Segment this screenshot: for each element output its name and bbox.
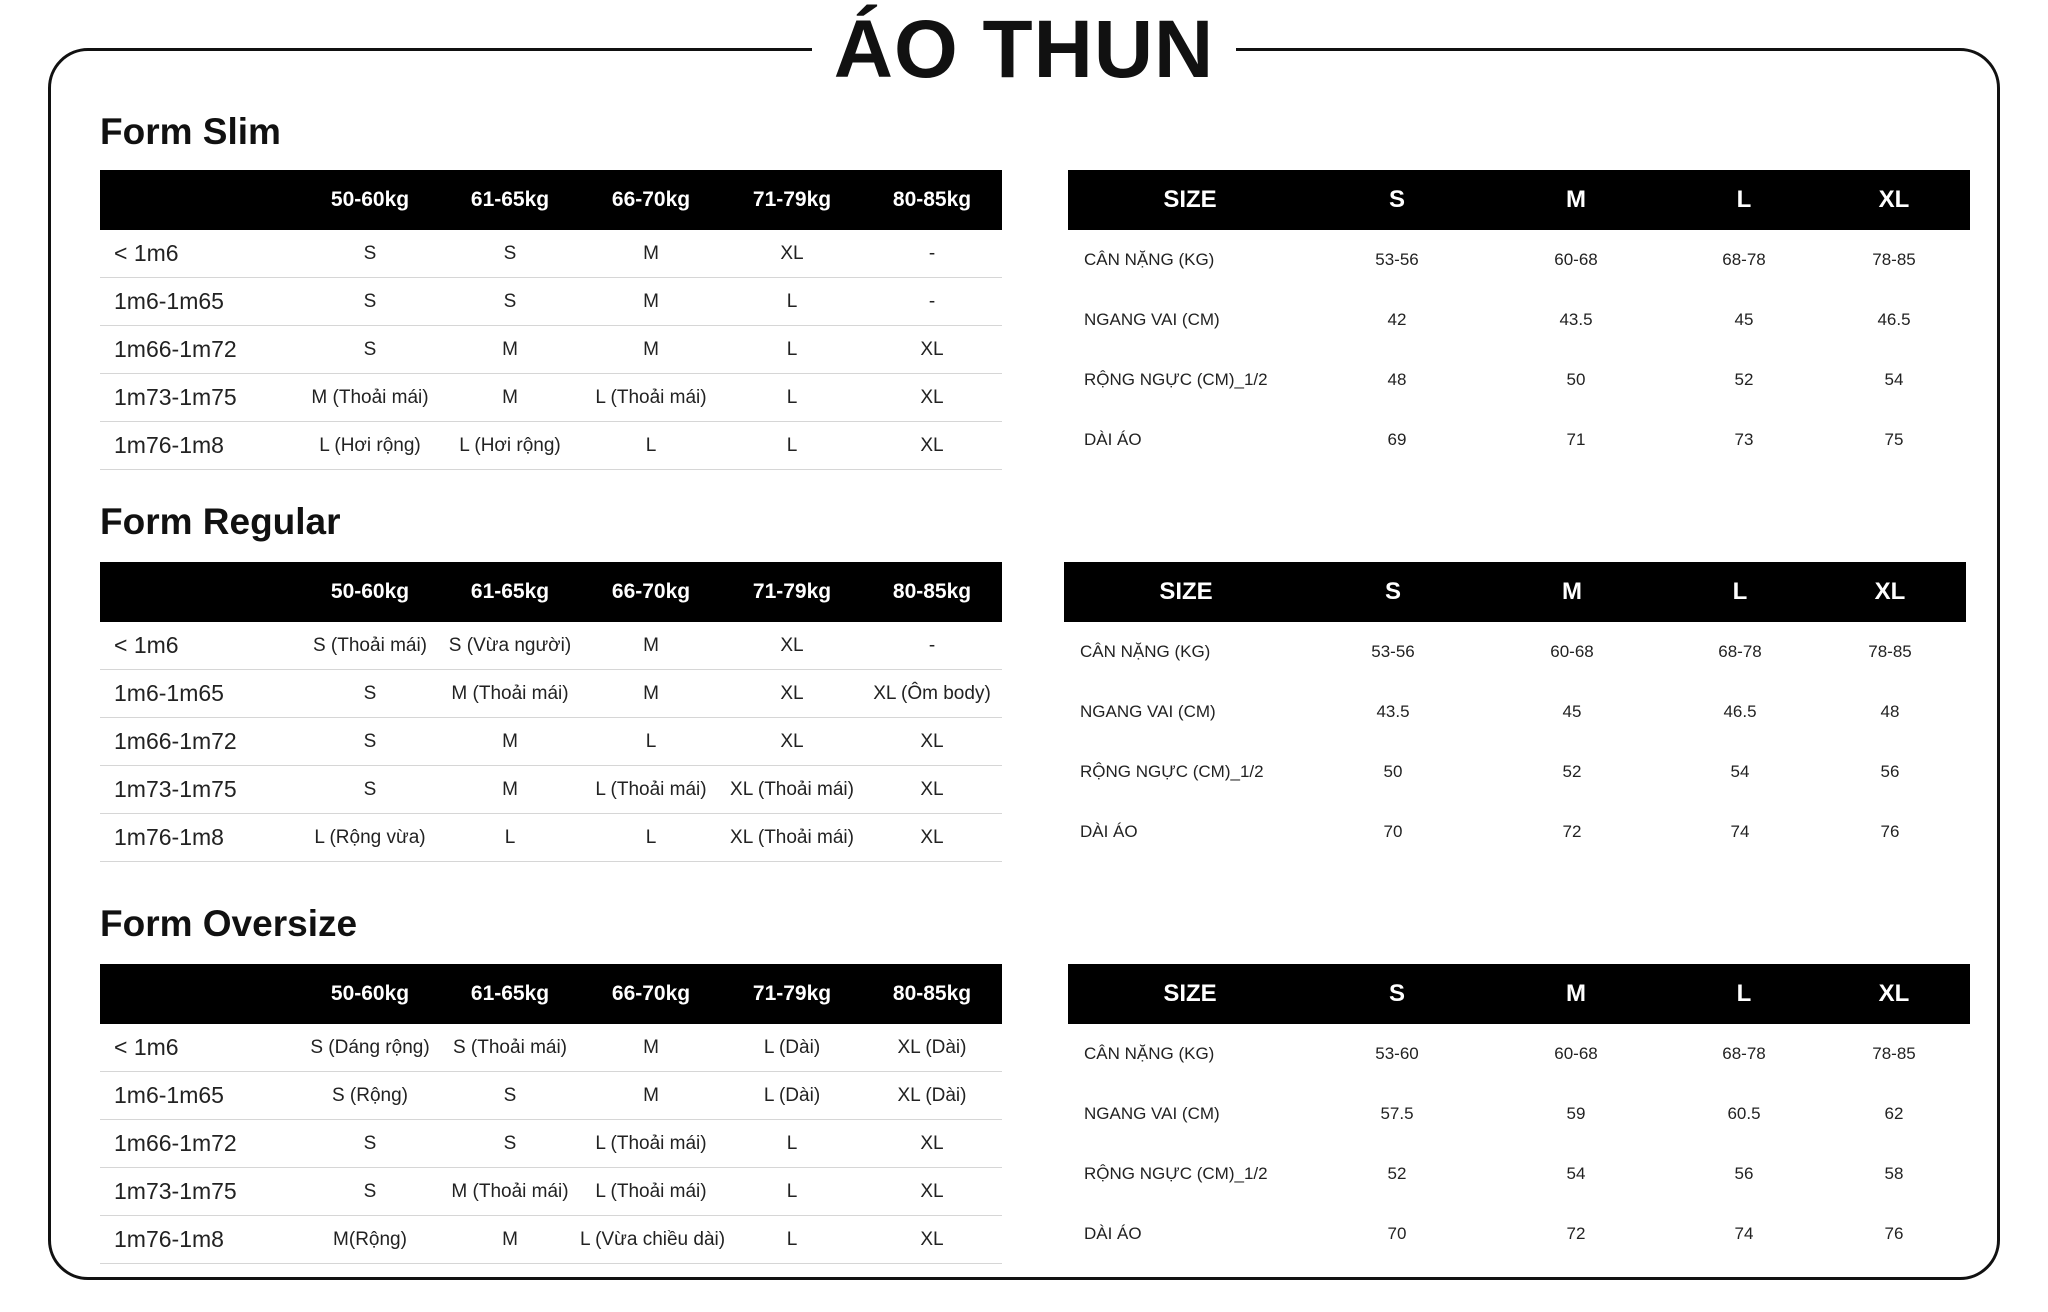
table-row bbox=[100, 1120, 1002, 1168]
table-cell: XL bbox=[862, 718, 1002, 766]
header-cell: 61-65kg bbox=[440, 964, 580, 1024]
measure-label: DÀI ÁO bbox=[1084, 1224, 1142, 1243]
measure-label: CÂN NẶNG (KG) bbox=[1084, 1044, 1215, 1063]
table-cell: 60-68 bbox=[1554, 250, 1598, 269]
header-cell: 66-70kg bbox=[580, 562, 722, 622]
table-cell: 75 bbox=[1884, 430, 1904, 449]
table-cell: M bbox=[580, 326, 722, 374]
table-cell: XL bbox=[862, 326, 1002, 374]
table-cell: M(Rộng) bbox=[300, 1216, 440, 1264]
header-cell: L bbox=[1670, 964, 1818, 1024]
table-cell: XL (Thoải mái) bbox=[722, 766, 862, 814]
height-label: 1m76-1m8 bbox=[100, 1216, 300, 1264]
table-cell: 45 bbox=[1562, 702, 1582, 721]
table-cell: 76 bbox=[1880, 822, 1900, 841]
table-cell: M (Thoải mái) bbox=[440, 670, 580, 718]
table-cell: - bbox=[862, 278, 1002, 326]
table-cell: S bbox=[440, 278, 580, 326]
height-label: < 1m6 bbox=[100, 230, 300, 278]
height-label: 1m76-1m8 bbox=[100, 814, 300, 862]
table-cell: 54 bbox=[1730, 762, 1750, 781]
table-cell: S bbox=[300, 1120, 440, 1168]
table-cell: 59 bbox=[1566, 1104, 1586, 1123]
table-cell: S (Thoải mái) bbox=[440, 1024, 580, 1072]
header-cell bbox=[100, 964, 300, 1024]
table-cell: XL bbox=[862, 422, 1002, 470]
header-cell: XL bbox=[1818, 964, 1970, 1024]
header-cell: L bbox=[1666, 562, 1814, 622]
table-cell: L (Thoải mái) bbox=[580, 1120, 722, 1168]
table-cell: 50 bbox=[1566, 370, 1586, 389]
table-row bbox=[1068, 350, 1970, 410]
table-cell: XL bbox=[722, 718, 862, 766]
table-cell: 53-60 bbox=[1375, 1044, 1419, 1063]
measure-label: NGANG VAI (CM) bbox=[1080, 702, 1216, 721]
table-cell: 69 bbox=[1387, 430, 1407, 449]
height-label: 1m6-1m65 bbox=[100, 670, 300, 718]
table-cell: - bbox=[862, 622, 1002, 670]
table-cell: - bbox=[862, 230, 1002, 278]
measure-label: CÂN NẶNG (KG) bbox=[1084, 250, 1215, 269]
measure-label: NGANG VAI (CM) bbox=[1084, 310, 1220, 329]
header-cell: 80-85kg bbox=[862, 170, 1002, 230]
table-row bbox=[1064, 742, 1966, 802]
table-row bbox=[100, 1072, 1002, 1120]
table-row bbox=[100, 1216, 1002, 1264]
header-cell: S bbox=[1312, 170, 1482, 230]
table-cell: XL bbox=[862, 374, 1002, 422]
header-cell: L bbox=[1670, 170, 1818, 230]
table-row bbox=[1064, 622, 1966, 682]
height-label: 1m66-1m72 bbox=[100, 718, 300, 766]
table-cell: 45 bbox=[1734, 310, 1754, 329]
header-cell: 66-70kg bbox=[580, 964, 722, 1024]
table-cell: 78-85 bbox=[1868, 642, 1912, 661]
height-label: 1m73-1m75 bbox=[100, 374, 300, 422]
table-cell: S bbox=[300, 1168, 440, 1216]
table-cell: M bbox=[440, 718, 580, 766]
table-cell: L bbox=[722, 278, 862, 326]
header-cell: 50-60kg bbox=[300, 562, 440, 622]
table-row bbox=[1064, 802, 1966, 862]
table-cell: L (Hơi rộng) bbox=[300, 422, 440, 470]
weight-table-header bbox=[100, 170, 1002, 230]
header-cell: 80-85kg bbox=[862, 964, 1002, 1024]
table-cell: 68-78 bbox=[1722, 1044, 1766, 1063]
size-table-header bbox=[1068, 170, 1970, 230]
table-cell: 42 bbox=[1387, 310, 1407, 329]
table-cell: 46.5 bbox=[1877, 310, 1911, 329]
table-cell: M bbox=[440, 1216, 580, 1264]
table-row bbox=[100, 422, 1002, 470]
table-cell: XL bbox=[722, 230, 862, 278]
table-cell: L (Thoải mái) bbox=[580, 1168, 722, 1216]
table-cell: XL bbox=[862, 1216, 1002, 1264]
table-cell: L (Rộng vừa) bbox=[300, 814, 440, 862]
table-cell: L bbox=[722, 1168, 862, 1216]
table-cell: 74 bbox=[1734, 1224, 1754, 1243]
table-cell: 68-78 bbox=[1718, 642, 1762, 661]
table-cell: S (Thoải mái) bbox=[300, 622, 440, 670]
measure-label: DÀI ÁO bbox=[1084, 430, 1142, 449]
table-cell: M bbox=[580, 1024, 722, 1072]
table-cell: L (Thoải mái) bbox=[580, 766, 722, 814]
header-cell: 80-85kg bbox=[862, 562, 1002, 622]
table-cell: L bbox=[580, 718, 722, 766]
table-cell: L bbox=[722, 1120, 862, 1168]
table-cell: S bbox=[300, 670, 440, 718]
table-row bbox=[100, 718, 1002, 766]
table-cell: S bbox=[300, 766, 440, 814]
header-cell: 71-79kg bbox=[722, 170, 862, 230]
table-row bbox=[100, 1168, 1002, 1216]
table-cell: 56 bbox=[1734, 1164, 1754, 1183]
table-row bbox=[100, 1024, 1002, 1072]
header-cell: 71-79kg bbox=[722, 964, 862, 1024]
table-cell: 48 bbox=[1387, 370, 1407, 389]
table-cell: M bbox=[580, 670, 722, 718]
page-title: ÁO THUN bbox=[812, 4, 1237, 96]
size-table-slim bbox=[1068, 170, 1970, 470]
page-title-wrap bbox=[0, 4, 2048, 96]
table-cell: 43.5 bbox=[1559, 310, 1593, 329]
table-cell: M bbox=[580, 1072, 722, 1120]
table-row bbox=[100, 814, 1002, 862]
header-cell: 50-60kg bbox=[300, 964, 440, 1024]
height-label: 1m73-1m75 bbox=[100, 1168, 300, 1216]
table-cell: XL (Dài) bbox=[862, 1072, 1002, 1120]
height-label: 1m66-1m72 bbox=[100, 326, 300, 374]
table-cell: M (Thoải mái) bbox=[300, 374, 440, 422]
height-label: 1m6-1m65 bbox=[100, 278, 300, 326]
table-cell: M bbox=[580, 278, 722, 326]
table-cell: L bbox=[722, 326, 862, 374]
table-cell: 56 bbox=[1880, 762, 1900, 781]
table-cell: XL bbox=[862, 766, 1002, 814]
table-cell: 53-56 bbox=[1371, 642, 1415, 661]
table-row bbox=[1068, 230, 1970, 290]
table-cell: M bbox=[440, 374, 580, 422]
header-cell: SIZE bbox=[1068, 170, 1312, 230]
header-cell: 61-65kg bbox=[440, 562, 580, 622]
table-cell: 71 bbox=[1566, 430, 1586, 449]
table-cell: XL (Ôm body) bbox=[862, 670, 1002, 718]
table-cell: 52 bbox=[1734, 370, 1754, 389]
table-cell: L bbox=[580, 814, 722, 862]
height-label: 1m66-1m72 bbox=[100, 1120, 300, 1168]
header-cell: 71-79kg bbox=[722, 562, 862, 622]
table-cell: 52 bbox=[1562, 762, 1582, 781]
measure-label: RỘNG NGỰC (CM)_1/2 bbox=[1080, 762, 1264, 781]
table-row bbox=[1068, 1024, 1970, 1084]
measure-label: RỘNG NGỰC (CM)_1/2 bbox=[1084, 1164, 1268, 1183]
header-cell: SIZE bbox=[1064, 562, 1308, 622]
header-cell: 50-60kg bbox=[300, 170, 440, 230]
table-cell: M bbox=[440, 766, 580, 814]
table-cell: 72 bbox=[1562, 822, 1582, 841]
table-row bbox=[100, 278, 1002, 326]
height-label: < 1m6 bbox=[100, 622, 300, 670]
height-label: 1m76-1m8 bbox=[100, 422, 300, 470]
table-cell: S bbox=[440, 230, 580, 278]
table-cell: 76 bbox=[1884, 1224, 1904, 1243]
table-cell: L bbox=[722, 1216, 862, 1264]
table-cell: 53-56 bbox=[1375, 250, 1419, 269]
table-cell: S (Rộng) bbox=[300, 1072, 440, 1120]
table-row bbox=[100, 374, 1002, 422]
table-cell: 60-68 bbox=[1550, 642, 1594, 661]
table-cell: M (Thoải mái) bbox=[440, 1168, 580, 1216]
header-cell: 61-65kg bbox=[440, 170, 580, 230]
table-row bbox=[100, 230, 1002, 278]
table-cell: M bbox=[580, 622, 722, 670]
header-cell: S bbox=[1312, 964, 1482, 1024]
table-cell: 57.5 bbox=[1380, 1104, 1414, 1123]
table-row bbox=[1068, 1204, 1970, 1264]
table-cell: 60-68 bbox=[1554, 1044, 1598, 1063]
table-cell: M bbox=[440, 326, 580, 374]
table-row bbox=[100, 670, 1002, 718]
table-cell: L (Vừa chiều dài) bbox=[580, 1216, 722, 1264]
table-cell: L bbox=[722, 374, 862, 422]
weight-table-oversize bbox=[100, 964, 1002, 1264]
section-title-slim: Form Slim bbox=[100, 111, 281, 152]
table-cell: 54 bbox=[1566, 1164, 1586, 1183]
table-cell: XL bbox=[722, 622, 862, 670]
table-cell: 50 bbox=[1383, 762, 1403, 781]
table-row bbox=[100, 622, 1002, 670]
table-cell: S bbox=[440, 1120, 580, 1168]
table-cell: 43.5 bbox=[1376, 702, 1410, 721]
size-table-regular bbox=[1064, 562, 1966, 862]
table-row bbox=[1068, 1144, 1970, 1204]
weight-table-header bbox=[100, 562, 1002, 622]
header-cell: SIZE bbox=[1068, 964, 1312, 1024]
header-cell: XL bbox=[1814, 562, 1966, 622]
height-label: 1m6-1m65 bbox=[100, 1072, 300, 1120]
weight-table-regular bbox=[100, 562, 1002, 862]
table-cell: 78-85 bbox=[1872, 250, 1916, 269]
table-row bbox=[1068, 410, 1970, 470]
table-row bbox=[1064, 682, 1966, 742]
table-row bbox=[100, 326, 1002, 374]
table-cell: M bbox=[580, 230, 722, 278]
weight-table-header bbox=[100, 964, 1002, 1024]
height-label: < 1m6 bbox=[100, 1024, 300, 1072]
size-table-header bbox=[1068, 964, 1970, 1024]
table-cell: S bbox=[300, 326, 440, 374]
table-cell: 54 bbox=[1884, 370, 1904, 389]
table-cell: XL (Dài) bbox=[862, 1024, 1002, 1072]
header-cell: M bbox=[1482, 964, 1670, 1024]
table-cell: XL bbox=[862, 1168, 1002, 1216]
height-label: 1m73-1m75 bbox=[100, 766, 300, 814]
table-row bbox=[1068, 290, 1970, 350]
header-cell bbox=[100, 562, 300, 622]
table-cell: 68-78 bbox=[1722, 250, 1766, 269]
table-cell: 62 bbox=[1884, 1104, 1904, 1123]
measure-label: RỘNG NGỰC (CM)_1/2 bbox=[1084, 370, 1268, 389]
table-cell: L (Thoải mái) bbox=[580, 374, 722, 422]
table-cell: 46.5 bbox=[1723, 702, 1757, 721]
table-cell: L (Hơi rộng) bbox=[440, 422, 580, 470]
header-cell: M bbox=[1478, 562, 1666, 622]
table-cell: S bbox=[300, 718, 440, 766]
table-cell: 73 bbox=[1734, 430, 1754, 449]
table-row bbox=[1068, 1084, 1970, 1144]
table-cell: L bbox=[580, 422, 722, 470]
table-cell: S bbox=[440, 1072, 580, 1120]
header-cell: 66-70kg bbox=[580, 170, 722, 230]
table-cell: 78-85 bbox=[1872, 1044, 1916, 1063]
weight-table-slim bbox=[100, 170, 1002, 470]
table-cell: 72 bbox=[1566, 1224, 1586, 1243]
table-cell: L (Dài) bbox=[722, 1072, 862, 1120]
section-title-oversize: Form Oversize bbox=[100, 903, 358, 944]
size-table-header bbox=[1064, 562, 1966, 622]
table-cell: S bbox=[300, 278, 440, 326]
table-cell: L bbox=[440, 814, 580, 862]
table-cell: 58 bbox=[1884, 1164, 1904, 1183]
measure-label: NGANG VAI (CM) bbox=[1084, 1104, 1220, 1123]
measure-label: CÂN NẶNG (KG) bbox=[1080, 642, 1211, 661]
table-cell: 48 bbox=[1880, 702, 1900, 721]
table-cell: XL (Thoải mái) bbox=[722, 814, 862, 862]
measure-label: DÀI ÁO bbox=[1080, 822, 1138, 841]
table-cell: L bbox=[722, 422, 862, 470]
table-cell: XL bbox=[862, 814, 1002, 862]
table-cell: S bbox=[300, 230, 440, 278]
section-title-regular: Form Regular bbox=[100, 501, 341, 542]
table-cell: XL bbox=[722, 670, 862, 718]
table-cell: XL bbox=[862, 1120, 1002, 1168]
table-cell: 70 bbox=[1387, 1224, 1407, 1243]
table-cell: 60.5 bbox=[1727, 1104, 1761, 1123]
header-cell bbox=[100, 170, 300, 230]
header-cell: XL bbox=[1818, 170, 1970, 230]
table-cell: 52 bbox=[1387, 1164, 1407, 1183]
table-row bbox=[100, 766, 1002, 814]
table-cell: 74 bbox=[1730, 822, 1750, 841]
header-cell: S bbox=[1308, 562, 1478, 622]
header-cell: M bbox=[1482, 170, 1670, 230]
table-cell: 70 bbox=[1383, 822, 1403, 841]
size-table-oversize bbox=[1068, 964, 1970, 1264]
table-cell: S (Vừa người) bbox=[440, 622, 580, 670]
table-cell: L (Dài) bbox=[722, 1024, 862, 1072]
table-cell: S (Dáng rộng) bbox=[300, 1024, 440, 1072]
